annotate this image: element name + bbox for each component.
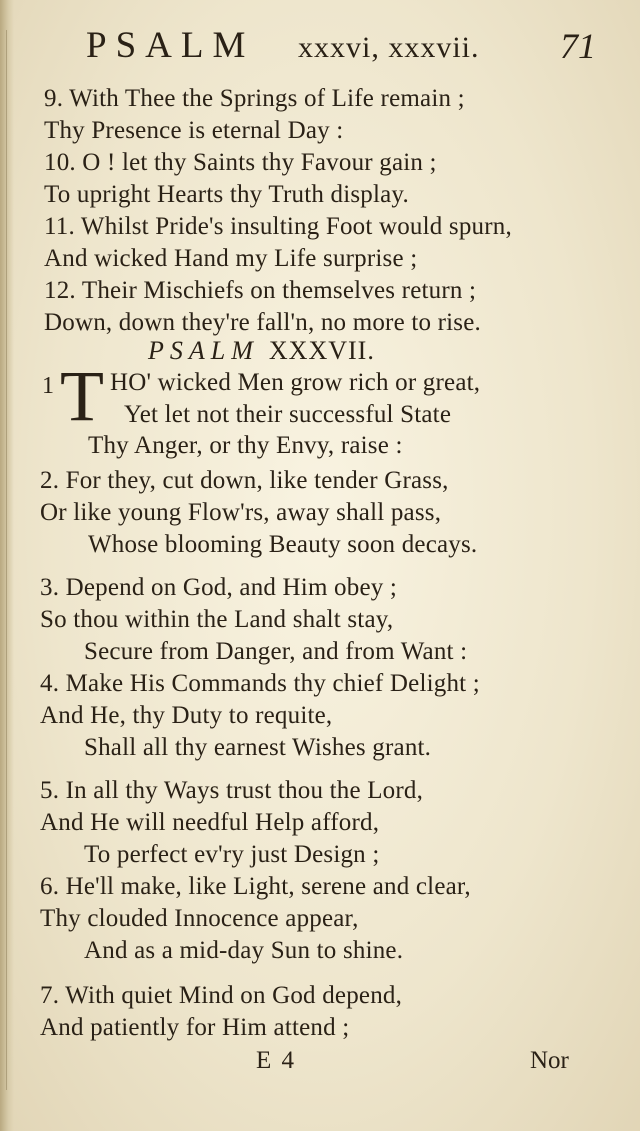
- verse-line: And He, thy Duty to requite,: [40, 702, 333, 729]
- verse-line: 4. Make His Commands thy chief Delight ;: [40, 670, 480, 697]
- header-psalm-range: xxxvi, xxxvii.: [298, 31, 480, 64]
- verse-line: Whose blooming Beauty soon decays.: [88, 531, 478, 558]
- page-gutter: [0, 0, 14, 1131]
- verse-line: To upright Hearts thy Truth display.: [44, 181, 409, 208]
- page-number: 71: [560, 26, 596, 66]
- verse-number: 1: [42, 373, 54, 399]
- verse-line: So thou within the Land shalt stay,: [40, 606, 394, 633]
- verse-line: 12. Their Mischiefs on themselves return ;: [44, 277, 477, 304]
- verse-line: And as a mid-day Sun to shine.: [84, 937, 404, 964]
- header-title: PSALM: [86, 25, 255, 66]
- verse-line: Secure from Danger, and from Want :: [84, 638, 468, 665]
- running-header: [86, 22, 596, 70]
- verse-line: 3. Depend on God, and Him obey ;: [40, 574, 398, 601]
- verse-line: And patiently for Him attend ;: [40, 1014, 350, 1041]
- catchword: Nor: [530, 1047, 569, 1074]
- verse-line: Thy clouded Innocence appear,: [40, 905, 359, 932]
- psalm-heading: [148, 336, 375, 366]
- psalm-heading-word: PSALM: [148, 336, 259, 365]
- verse-line: 6. He'll make, like Light, serene and clear,: [40, 873, 471, 900]
- verse-line: 7. With quiet Mind on God depend,: [40, 982, 403, 1009]
- verse-line: 10. O ! let thy Saints thy Favour gain ;: [44, 149, 437, 176]
- signature-mark: E 4: [256, 1047, 297, 1074]
- verse-line: 11. Whilst Pride's insulting Foot would spurn,: [44, 213, 512, 240]
- verse-line: Or like young Flow'rs, away shall pass,: [40, 499, 442, 526]
- verse-line: Thy Presence is eternal Day :: [44, 117, 344, 144]
- verse-line: 5. In all thy Ways trust thou the Lord,: [40, 777, 424, 804]
- verse-line: And wicked Hand my Life surprise ;: [44, 245, 418, 272]
- verse-line: Thy Anger, or thy Envy, raise :: [88, 432, 403, 459]
- verse-line: Shall all thy earnest Wishes grant.: [84, 734, 432, 761]
- gutter-line: [6, 30, 7, 1090]
- verse-line: 9. With Thee the Springs of Life remain ;: [44, 85, 465, 112]
- verse-line: To perfect ev'ry just Design ;: [84, 841, 380, 868]
- verse-line: Down, down they're fall'n, no more to rise.: [44, 309, 481, 336]
- drop-cap: T: [60, 356, 104, 436]
- verse-line: Yet let not their successful State: [124, 401, 452, 428]
- verse-line: And He will needful Help afford,: [40, 809, 380, 836]
- verse-line: HO' wicked Men grow rich or great,: [110, 369, 481, 396]
- psalm-heading-numeral: XXXVII.: [268, 336, 375, 365]
- verse-line: 2. For they, cut down, like tender Grass,: [40, 467, 449, 494]
